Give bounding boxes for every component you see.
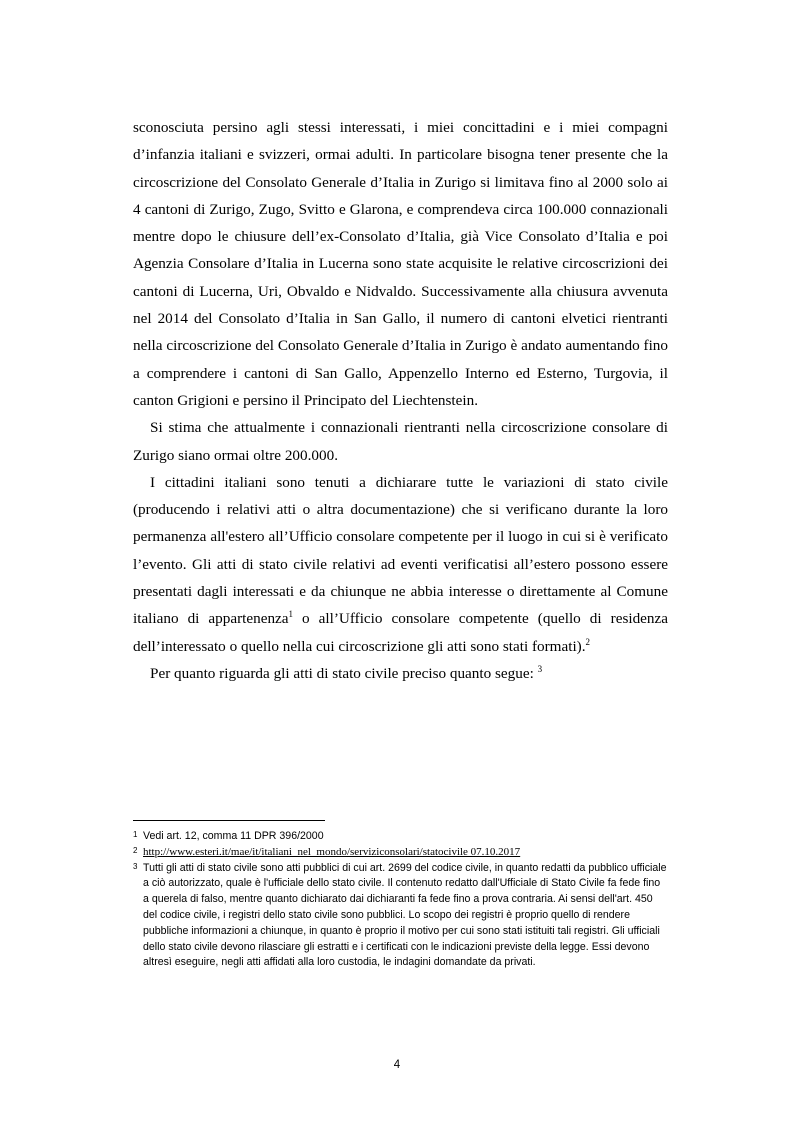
footnote-number: 2 (133, 845, 138, 855)
paragraph-text: Si stima che attualmente i connazionali rientranti nella circoscrizione consolare di Zurigo siano ormai oltre 200.000. (133, 419, 668, 464)
footnote-text: Vedi art. 12, comma 11 DPR 396/2000 (143, 830, 324, 842)
footnote-link[interactable]: http://www.esteri.it/mae/it/italiani_nel_mondo/serviziconsolari/statocivile 07.10.2017 (143, 845, 521, 858)
page-number: 4 (393, 1059, 401, 1071)
paragraph-text: Per quanto riguarda gli atti di stato civile preciso quanto segue: (150, 664, 538, 682)
footnote-ref-1[interactable]: 1 (288, 609, 294, 620)
footnote-number: 1 (133, 830, 138, 839)
paragraph-continuation (133, 114, 668, 414)
footnote-text: Tutti gli atti di stato civile sono atti pubblici di cui art. 2699 del codice civile, in quanto redatti da pubblico ufficiale a ciò autorizzato, quale è l'ufficiale dello stato civile. Il contenuto redatto dall'Ufficiale di Stato Civile fa fede fino a querela di falso, mentre quanto dichiarato dai dichiaranti fa fede fino a prova contraria. Ai sensi dell'art. 450 del codice civile, i registri dello stato civile sono pubblici. Lo scopo dei registri è proprio quello di rendere pubbliche informazioni a chiunque, in quanto è proprio il motivo per cui sono stati istituiti tali registri. Gli ufficiali dello stato civile devono rilasciare gli estratti e i certificati con le indicazioni previste della legge. Essi devono altresì eseguire, negli atti affidati alla loro custodia, le indagini domandate da privati. (143, 861, 667, 969)
footnote-separator (133, 820, 325, 821)
paragraph-estimate (133, 414, 668, 469)
footnotes (133, 829, 668, 971)
paragraph-text: I cittadini italiani sono tenuti a dichiarare tutte le variazioni di stato civile (producendo i relativi atti o altra documentazione) che si verificano durante la loro permanenza all'estero all’Ufficio consolare competente per il luogo in cui si è verificato l’evento. Gli atti di stato civile relativi ad eventi verificatisi all’estero possono essere presentati dagli interessati e da chiunque ne abbia interesse o direttamente al Comune italiano di appartenenza (133, 473, 668, 628)
paragraph-intro-list (133, 660, 668, 687)
footnote-3 (133, 861, 668, 972)
footnote-1 (133, 829, 668, 845)
body-text (133, 114, 668, 687)
footnote-ref-2[interactable]: 2 (585, 636, 591, 647)
paragraph-text: o all’Ufficio consolare competente (quello di residenza dell’interessato o quello nella cui circoscrizione gli atti sono stati formati). (133, 610, 668, 655)
paragraph-text: sconosciuta persino agli stessi interessati, i miei concittadini e i miei compagni d’infanzia italiani e svizzeri, ormai adulti. In particolare bisogna tener presente che la circoscrizione del Consolato Generale d’Italia in Zurigo si limitava fino al 2000 solo ai 4 cantoni di Zurigo, Zugo, Svitto e Glarona, e comprendeva circa 100.000 connazionali mentre dopo le chiusure dell’ex-Consolato d’Italia, già Vice Consolato d’Italia e poi Agenzia Consolare d’Italia in Lucerna sono state acquisite le relative circoscrizioni dei cantoni di Lucerna, Uri, Obvaldo e Nidvaldo. Successivamente alla chiusura avvenuta nel 2014 del Consolato d’Italia in San Gallo, il numero di cantoni elvetici rientranti nella circoscrizione del Consolato Generale d’Italia in Zurigo è andato aumentando fino a comprendere i cantoni di San Gallo, Appenzello Interno ed Esterno, Turgovia, il canton Grigioni e persino il Principato del Liechtenstein. (133, 119, 668, 409)
footnote-ref-3[interactable]: 3 (537, 663, 543, 674)
paragraph-civil-status-duties (133, 469, 668, 660)
footnote-number: 3 (133, 861, 138, 871)
footnote-2 (133, 845, 668, 861)
